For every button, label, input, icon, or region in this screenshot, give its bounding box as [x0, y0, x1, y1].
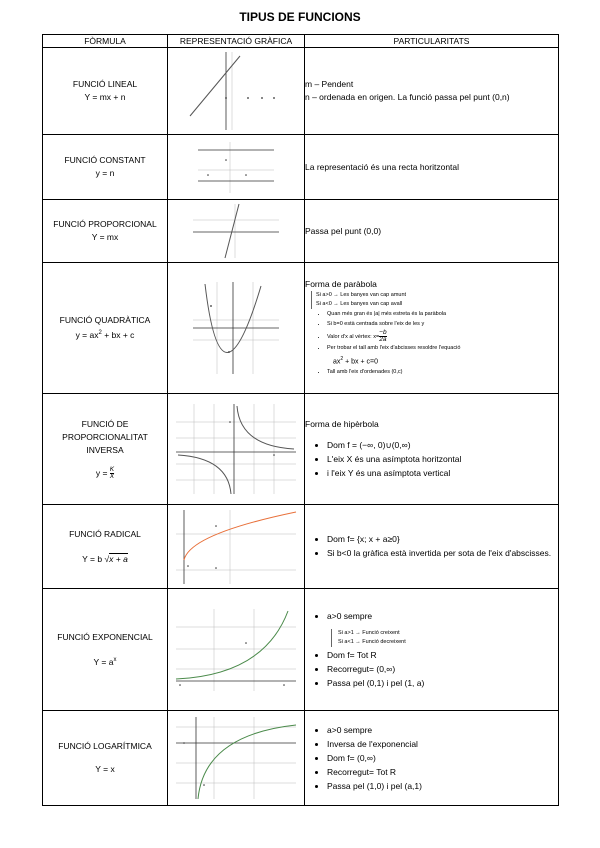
bullet-item: • Dom f= {x; x + a≥0} [327, 533, 558, 546]
formula-cell [43, 200, 168, 263]
bullet-item: • Inversa de l'exponencial [327, 738, 558, 751]
desc-line: Passa pel punt (0,0) [305, 225, 382, 236]
function-name: FUNCIÓ RADICAL [69, 528, 141, 539]
function-name: FUNCIÓ LOGARÍTMICA [58, 741, 152, 751]
function-name: INVERSA [86, 444, 124, 455]
bullet-item: • Recorregut= Tot R [327, 766, 558, 779]
logarithmic-graph [174, 715, 298, 801]
bullet-list [305, 533, 558, 560]
quadratic-graph [191, 280, 281, 376]
bullet-list [305, 439, 558, 480]
bullet-item: • Dom f= (0,∞) [327, 752, 558, 765]
particularities-cell [305, 135, 559, 200]
radical-graph [174, 508, 298, 586]
particularities-cell [305, 711, 559, 806]
bullet-item: • Passa pel (0,1) i pel (1, a) [327, 677, 558, 690]
table-row-linear [43, 48, 559, 135]
case-group [331, 629, 558, 647]
function-formula: Y = mx [91, 232, 119, 242]
bullet-item: • Si b=0 està centrada sobre l'eix de les y [327, 320, 558, 329]
bullet-list [305, 310, 558, 353]
table-row-proporcional [43, 200, 559, 263]
bullet-item: • Dom f= Tot R [327, 649, 558, 662]
function-formula: Y = b √x + a [82, 553, 128, 564]
formula-cell [43, 505, 168, 589]
particularities-cell [305, 394, 559, 505]
hyperbola-graph [174, 402, 298, 496]
particularities-cell [305, 589, 559, 711]
case-line: Si a>0 → Les banyes van cap amunt [316, 291, 407, 298]
desc-line: La representació és una recta horitzontal [305, 161, 460, 172]
header-formula: FÒRMULA [43, 35, 168, 48]
desc-line: n – ordenada en origen. La funció passa pel punt (0,n) [305, 92, 510, 102]
bullet-item: • Dom f = (−∞, 0)∪(0,∞) [327, 439, 558, 452]
graph-cell [168, 711, 305, 806]
bullet-item: • Quan més gran és |a| més estreta és la paràbola [327, 310, 558, 319]
graph-cell [168, 200, 305, 263]
equation: $ax^2$ + bx + c=0 [333, 355, 379, 366]
table-row-constant [43, 135, 559, 200]
page-title: TIPUS DE FUNCIONS [239, 10, 361, 24]
formula-cell [43, 135, 168, 200]
formula-cell [43, 589, 168, 711]
desc-line: m – Pendent [305, 79, 354, 89]
function-name: FUNCIÓ DE [81, 418, 129, 429]
function-name: FUNCIÓ CONSTANT [64, 155, 146, 165]
bullet-item: • L'eix X és una asímptota horitzontal [327, 453, 558, 466]
formula-cell [43, 48, 168, 135]
table-row-inversa [43, 394, 559, 505]
function-name: FUNCIÓ QUADRÀTICA [59, 315, 151, 326]
formula-cell [43, 711, 168, 806]
function-name: FUNCIÓ PROPORCIONAL [53, 219, 157, 229]
formula-cell [43, 394, 168, 505]
bullet-item: • Per trobar el tall amb l'eix d'abcisses resoldre l'equació [327, 344, 558, 353]
function-name: FUNCIÓ EXPONENCIAL [57, 631, 153, 642]
function-formula: $y = ax^2$ + bx + c [75, 329, 135, 340]
graph-cell [168, 589, 305, 711]
graph-cell [168, 505, 305, 589]
header-graph: REPRESENTACIÓ GRÀFICA [168, 35, 305, 48]
table-row-quadratica [43, 263, 559, 394]
case-line: Si a<1 → Funció decreixent [338, 638, 406, 645]
function-formula: Y = x [95, 764, 115, 774]
header-particularities: PARTICULARITATS [305, 35, 559, 48]
case-line: Si a<0 → Les banyes van cap avall [316, 300, 403, 307]
desc-intro: Forma de paràbola [305, 278, 377, 289]
table-header-row [43, 35, 559, 48]
table-row-radical [43, 505, 559, 589]
bullet-item: • Tall amb l'eix d'ordenades (0,c) [327, 368, 558, 377]
particularities-cell [305, 200, 559, 263]
function-name: PROPORCIONALITAT [62, 431, 148, 442]
bullet-item: • Passa pel (1,0) i pel (a,1) [327, 780, 558, 793]
particularities-cell [305, 48, 559, 135]
bullet-item: • i l'eix Y és una asímptota vertical [327, 467, 558, 480]
desc-intro: Forma de hipèrbola [305, 418, 379, 429]
function-formula: Y = mx + n [84, 92, 126, 102]
case-group [311, 291, 558, 309]
table-row-exponencial [43, 589, 559, 711]
case-line: Si a>1 → Funció creixent [338, 629, 400, 636]
graph-cell [168, 135, 305, 200]
function-formula: $Y = a^x$ [93, 656, 117, 667]
bullet-item: • Recorregut= (0,∞) [327, 663, 558, 676]
bullet-item: • Valor d'x al vèrtex: x= $\frac{-b}{2a}$ [327, 330, 558, 343]
function-formula: y = $\frac{K}{X}$ [95, 466, 115, 481]
functions-table [42, 34, 559, 806]
bullet-list [305, 724, 558, 793]
graph-cell [168, 394, 305, 505]
bullet-list [305, 649, 558, 690]
bullet-item: • Si b<0 la gràfica està invertida per sota de l'eix d'abscisses. [327, 547, 558, 560]
particularities-cell [305, 505, 559, 589]
linear-graph [186, 50, 286, 132]
formula-cell [43, 263, 168, 394]
proportional-graph [191, 202, 281, 260]
function-formula: y = n [95, 168, 115, 178]
graph-cell [168, 48, 305, 135]
exponential-graph [174, 607, 298, 693]
constant-graph [196, 140, 276, 195]
bullet-list [305, 610, 558, 623]
bullet-list [305, 368, 558, 377]
particularities-cell [305, 263, 559, 394]
bullet-item: • a>0 sempre [327, 724, 558, 737]
graph-cell [168, 263, 305, 394]
bullet-item: • a>0 sempre [327, 610, 558, 623]
function-name: FUNCIÓ LINEAL [72, 79, 138, 89]
table-row-logaritmica [43, 711, 559, 806]
